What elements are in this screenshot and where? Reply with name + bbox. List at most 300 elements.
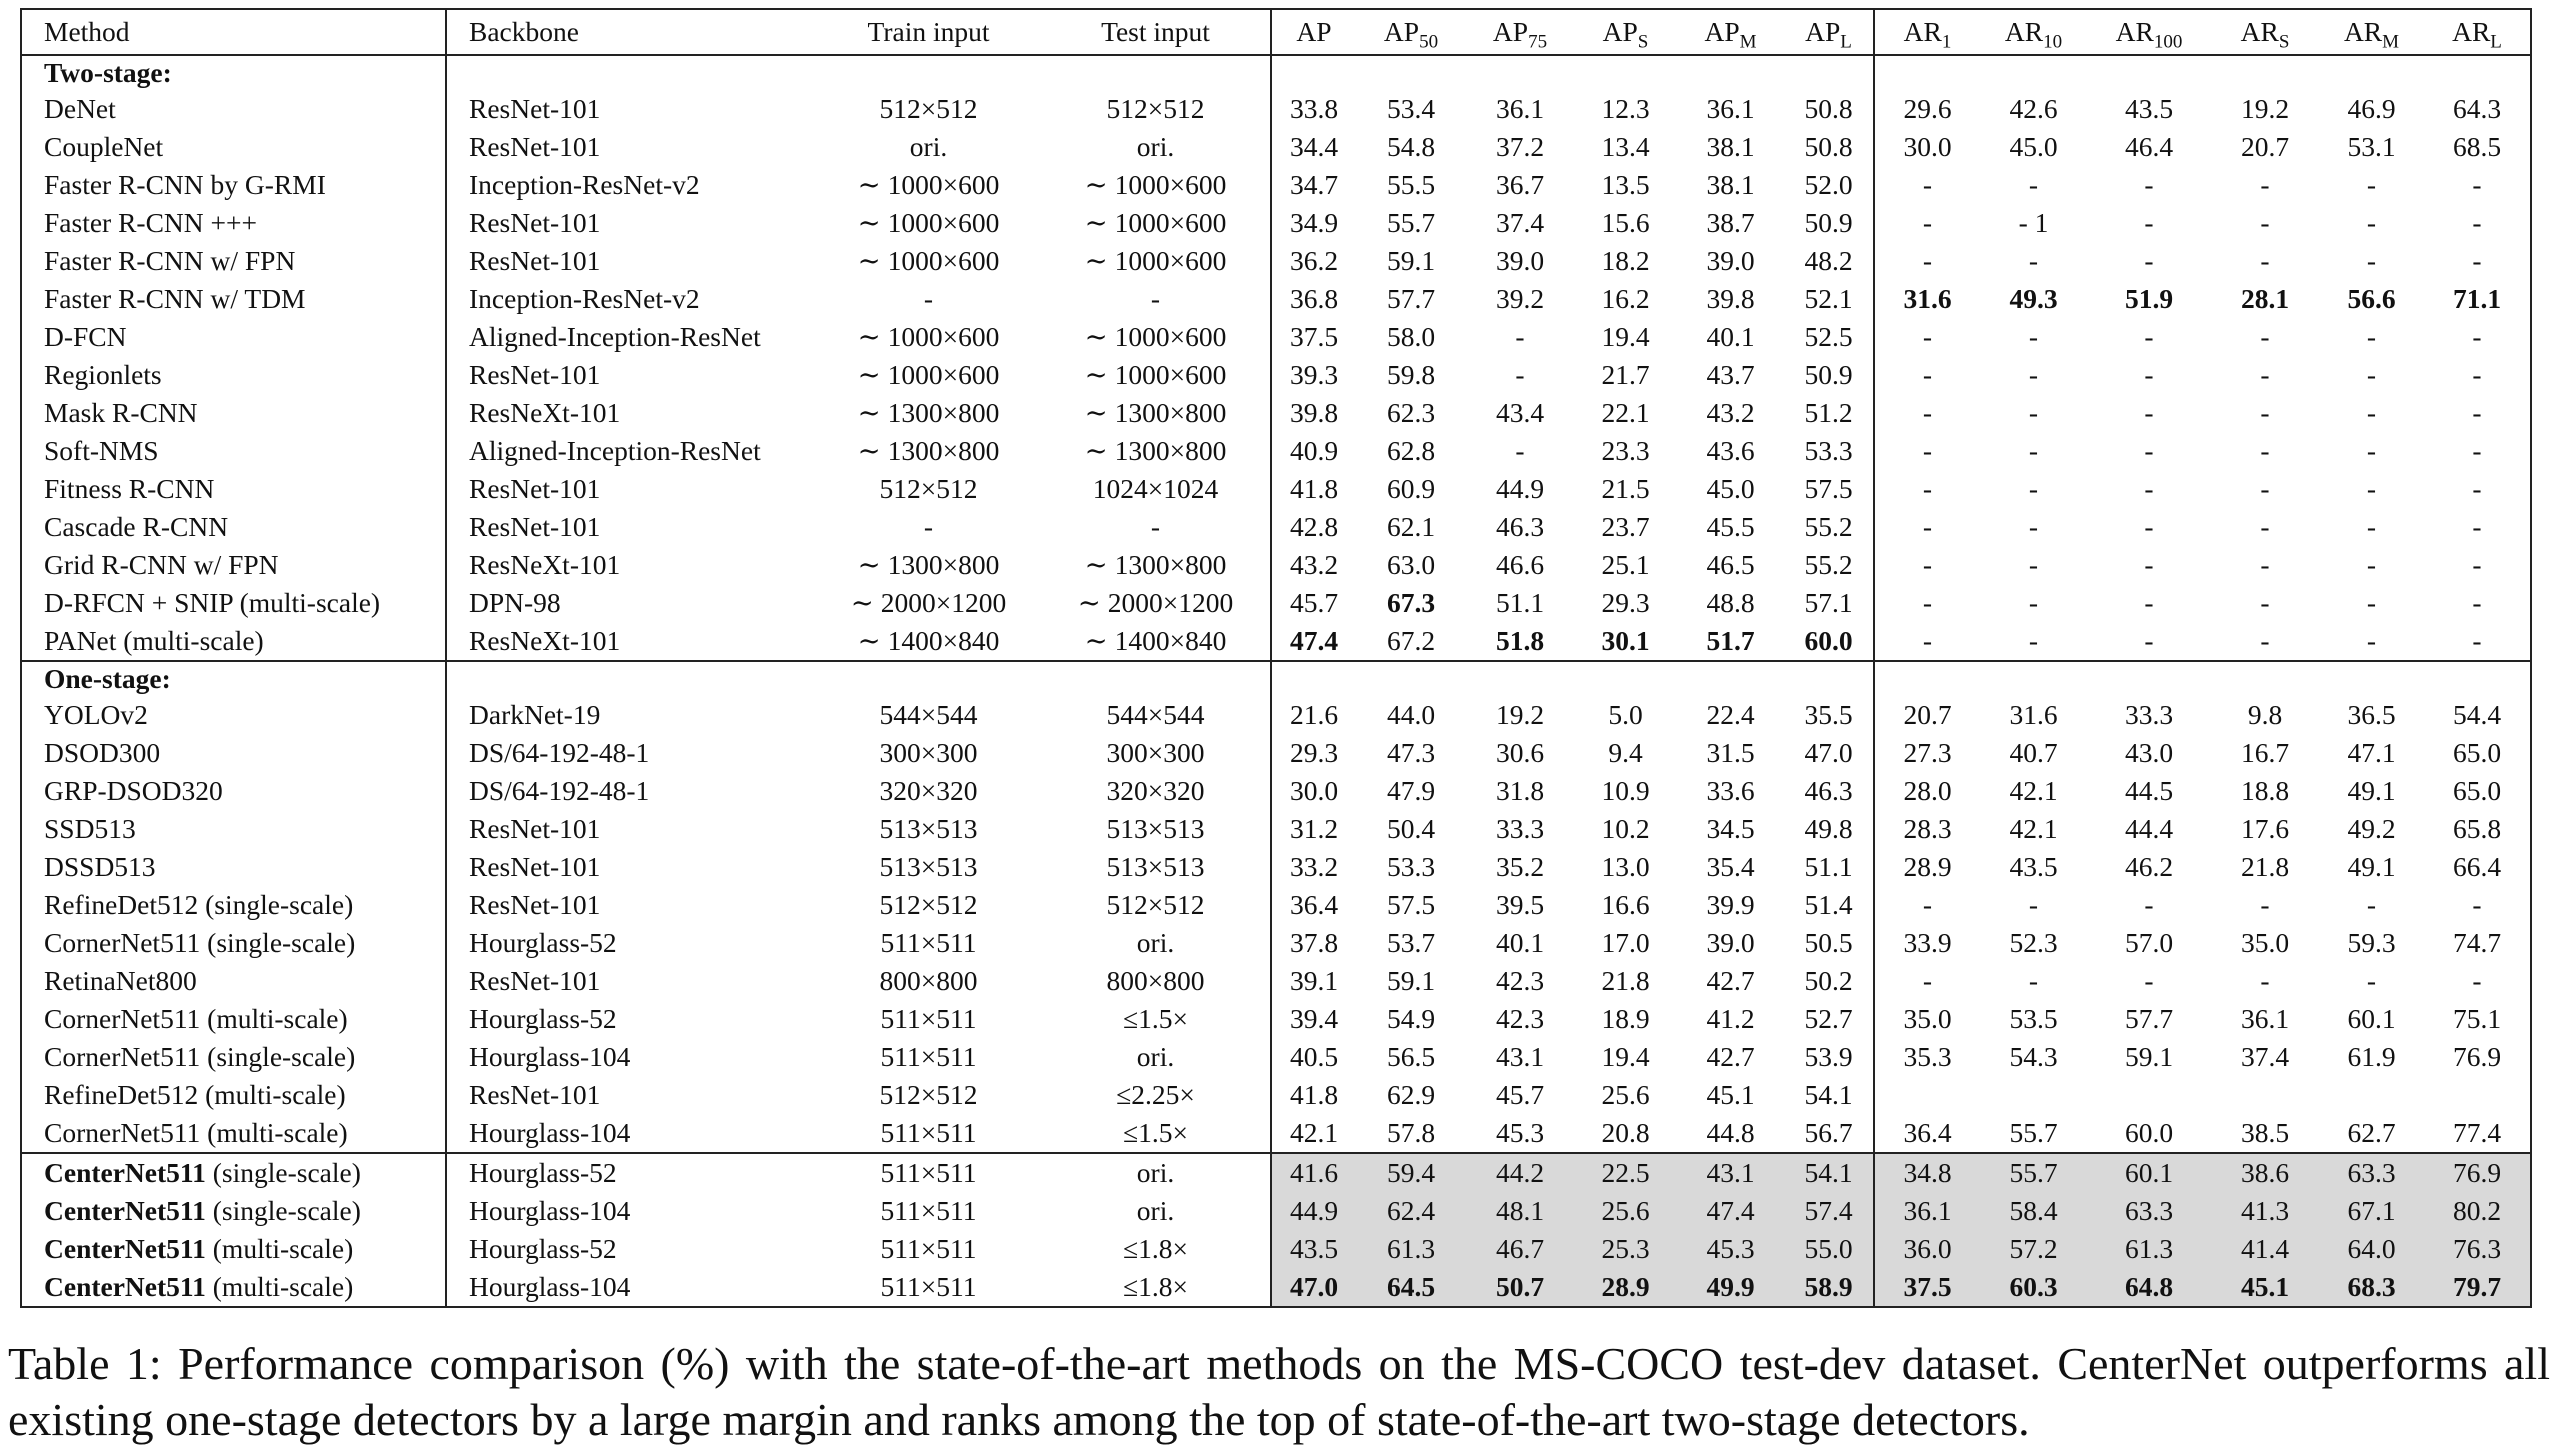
table-row: [21, 470, 2531, 508]
train-input-cell: 300×300: [879, 737, 978, 768]
ar-cell: -: [2260, 207, 2270, 238]
ar-cell: -: [1922, 889, 1933, 920]
ap-cell: 39.0: [1706, 245, 1755, 276]
ar-cell: 28.0: [1903, 775, 1952, 806]
column-header-label: AR: [1903, 16, 1942, 47]
ap-cell: 55.2: [1784, 546, 1874, 584]
ap-cell: 62.9: [1386, 1079, 1436, 1110]
ap-cell: 25.1: [1601, 549, 1650, 580]
ar-cell: 31.6: [2009, 699, 2058, 730]
backbone-cell: ResNet-101: [469, 359, 601, 390]
backbone-cell: Hourglass-104: [446, 1268, 816, 1307]
ar-cell: -: [2260, 435, 2270, 466]
ap-cell: 46.3: [1784, 772, 1874, 810]
table-row: [21, 204, 2531, 242]
ap-cell: 5.0: [1608, 699, 1643, 730]
column-header-label: AP: [1492, 16, 1529, 47]
empty-cell: [2211, 55, 2319, 90]
ar-cell: 54.4: [2424, 696, 2531, 734]
method-cell: [21, 1153, 446, 1192]
table-row: [21, 1000, 2531, 1038]
ar-cell: -: [2424, 432, 2531, 470]
ar-cell: -: [2424, 470, 2531, 508]
ar-cell: 35.0: [2240, 927, 2290, 958]
method-cell: Soft-NMS: [21, 432, 446, 470]
ap-cell: 42.8: [1289, 511, 1339, 542]
ap-cell: 25.6: [1574, 1192, 1677, 1230]
method-cell: PANet (multi-scale): [21, 622, 446, 661]
train-input-cell: 513×513: [879, 851, 978, 882]
ap-cell: 18.9: [1601, 1003, 1650, 1034]
ar-cell: -: [2366, 321, 2377, 352]
ar-cell: -: [2260, 397, 2270, 428]
method-cell: [21, 1268, 446, 1307]
method-cell: GRP-DSOD320: [21, 772, 446, 810]
ap-cell: 31.5: [1706, 737, 1755, 768]
ap-cell: 67.3: [1386, 587, 1436, 618]
ar-cell: 55.7: [1980, 1153, 2087, 1192]
column-header: [1677, 9, 1784, 55]
ap-cell: 53.3: [1784, 432, 1874, 470]
column-header: [1980, 9, 2087, 55]
ap-cell: 33.8: [1289, 93, 1339, 124]
method-name-suffix: (single-scale): [205, 1195, 361, 1226]
column-header-label: AR: [2240, 16, 2279, 47]
train-input-cell: ∼ 1400×840: [816, 622, 1041, 661]
method-cell: [21, 1192, 446, 1230]
method-cell: CornerNet511 (multi-scale): [21, 1000, 446, 1038]
column-header-label: AP: [1296, 16, 1332, 47]
ap-cell: 57.5: [1386, 889, 1436, 920]
ar-cell: 64.3: [2424, 90, 2531, 128]
method-name-bold: CenterNet511: [44, 1271, 206, 1302]
ap-cell: 39.3: [1289, 359, 1339, 390]
ar-cell: 71.1: [2424, 280, 2531, 318]
column-header-label: AR: [2004, 16, 2044, 47]
backbone-cell: ResNet-101: [469, 965, 601, 996]
ar-cell: -: [1922, 511, 1933, 542]
backbone-cell: Aligned-Inception-ResNet: [469, 321, 761, 352]
column-header: [1574, 9, 1677, 55]
ap-cell: 36.1: [1495, 93, 1545, 124]
ar-cell: 66.4: [2424, 848, 2531, 886]
ap-cell: 16.6: [1601, 889, 1650, 920]
ar-cell: 28.3: [1903, 813, 1952, 844]
column-header: [446, 9, 816, 55]
ap-cell: 51.2: [1784, 394, 1874, 432]
ap-cell: 52.5: [1784, 318, 1874, 356]
ar-cell: -: [2260, 321, 2270, 352]
ar-cell: 57.2: [1980, 1230, 2087, 1268]
ap-cell: 43.7: [1706, 359, 1755, 390]
test-input-cell: 513×513: [1041, 810, 1271, 848]
method-cell: [21, 1230, 446, 1268]
test-input-cell: ori.: [1041, 1038, 1271, 1076]
test-input-cell: ∼ 2000×1200: [1041, 584, 1271, 622]
ap-cell: 44.8: [1706, 1117, 1755, 1148]
test-input-cell: 512×512: [1041, 90, 1271, 128]
empty-cell: [1874, 661, 1980, 696]
ar-cell: 31.6: [1903, 283, 1952, 314]
empty-cell: [1041, 55, 1271, 90]
empty-cell: [816, 55, 1041, 90]
method-name-suffix: (single-scale): [205, 1157, 361, 1188]
ar-cell: -: [1922, 587, 1933, 618]
ar-cell: [2087, 1076, 2211, 1114]
test-input-cell: ∼ 1300×800: [1041, 546, 1271, 584]
ap-cell: 15.6: [1601, 207, 1650, 238]
ap-cell: 61.3: [1356, 1230, 1466, 1268]
train-input-cell: 511×511: [816, 1268, 1041, 1307]
train-input-cell: 511×511: [880, 1041, 977, 1072]
column-header: [1874, 9, 1980, 55]
table-row: [21, 1038, 2531, 1076]
ap-cell: 25.6: [1601, 1079, 1650, 1110]
ap-cell: 35.4: [1706, 851, 1755, 882]
ap-cell: 56.7: [1784, 1114, 1874, 1153]
ap-cell: 41.2: [1706, 1003, 1755, 1034]
method-cell: Grid R-CNN w/ FPN: [21, 546, 446, 584]
section-title: Two-stage:: [21, 55, 446, 90]
ar-cell: -: [2028, 359, 2039, 390]
ar-cell: 76.3: [2424, 1230, 2531, 1268]
ap-cell: 53.3: [1386, 851, 1436, 882]
ap-cell: 16.2: [1601, 283, 1650, 314]
ar-cell: 62.7: [2347, 1117, 2396, 1148]
table-row: [21, 848, 2531, 886]
backbone-cell: Inception-ResNet-v2: [469, 169, 700, 200]
backbone-cell: DPN-98: [469, 587, 561, 618]
ap-cell: 51.4: [1784, 886, 1874, 924]
ar-cell: -: [2366, 435, 2377, 466]
ar-cell: -: [1922, 435, 1933, 466]
train-input-cell: ∼ 1300×800: [857, 549, 1000, 580]
column-header-subscript: 10: [2043, 31, 2063, 53]
train-input-cell: ori.: [909, 131, 948, 162]
ap-cell: 59.8: [1386, 359, 1436, 390]
test-input-cell: ≤2.25×: [1041, 1076, 1271, 1114]
ar-cell: [2211, 1076, 2319, 1114]
ap-cell: 53.4: [1386, 93, 1436, 124]
ap-cell: 13.4: [1601, 131, 1650, 162]
ap-cell: 67.2: [1356, 622, 1466, 661]
method-cell: RefineDet512 (multi-scale): [21, 1076, 446, 1114]
ap-cell: -: [1515, 435, 1525, 466]
ap-cell: 57.7: [1386, 283, 1436, 314]
ap-cell: 43.4: [1495, 397, 1545, 428]
table-row: [21, 546, 2531, 584]
table-row: [21, 886, 2531, 924]
results-table: [20, 8, 2532, 1308]
ap-cell: 50.5: [1784, 924, 1874, 962]
ar-cell: 20.7: [1903, 699, 1952, 730]
ar-cell: 68.3: [2319, 1268, 2424, 1307]
ar-cell: -: [1922, 169, 1933, 200]
table-row: [21, 962, 2531, 1000]
ar-cell: -: [2260, 245, 2270, 276]
ar-cell: -: [2424, 204, 2531, 242]
ap-cell: 47.0: [1784, 734, 1874, 772]
ar-cell: -: [1922, 965, 1933, 996]
test-input-cell: -: [1041, 508, 1271, 546]
ap-cell: 40.1: [1706, 321, 1755, 352]
method-name-bold: CenterNet511: [44, 1195, 206, 1226]
ar-cell: 37.5: [1874, 1268, 1980, 1307]
ar-cell: -: [2424, 886, 2531, 924]
ar-cell: -: [2028, 397, 2039, 428]
empty-cell: [1677, 661, 1784, 696]
ap-cell: 45.3: [1677, 1230, 1784, 1268]
ap-cell: 9.4: [1608, 737, 1643, 768]
ap-cell: 50.4: [1386, 813, 1436, 844]
column-header-subscript: L: [1840, 31, 1852, 53]
ar-cell: 65.0: [2424, 734, 2531, 772]
empty-cell: [1271, 661, 1356, 696]
train-input-cell: -: [923, 283, 934, 314]
test-input-cell: ∼ 1000×600: [1041, 204, 1271, 242]
ar-cell: -: [2366, 511, 2377, 542]
ap-cell: 36.2: [1289, 245, 1339, 276]
table-row: [21, 1114, 2531, 1153]
ar-cell: -: [1922, 549, 1933, 580]
method-cell: CoupleNet: [21, 128, 446, 166]
ar-cell: -: [2028, 435, 2039, 466]
ap-cell: 45.7: [1495, 1079, 1545, 1110]
ap-cell: 19.2: [1495, 699, 1545, 730]
ap-cell: 58.9: [1784, 1268, 1874, 1307]
column-header: [2319, 9, 2424, 55]
ap-cell: 55.7: [1386, 207, 1436, 238]
test-input-cell: -: [1041, 280, 1271, 318]
ap-cell: 43.5: [1271, 1230, 1356, 1268]
ar-cell: -: [2028, 511, 2039, 542]
ar-cell: -: [2260, 549, 2270, 580]
ap-cell: 43.2: [1289, 549, 1339, 580]
ar-cell: -: [2144, 397, 2154, 428]
train-input-cell: 511×511: [880, 1003, 977, 1034]
ar-cell: -: [2028, 169, 2039, 200]
ar-cell: -: [2028, 587, 2039, 618]
ar-cell: 49.2: [2347, 813, 2396, 844]
empty-cell: [2087, 55, 2211, 90]
ar-cell: 38.5: [2240, 1117, 2290, 1148]
ar-cell: -: [2028, 549, 2039, 580]
method-cell: RetinaNet800: [21, 962, 446, 1000]
ap-cell: 51.1: [1784, 848, 1874, 886]
ap-cell: 39.2: [1495, 283, 1545, 314]
empty-cell: [1784, 661, 1874, 696]
empty-cell: [2424, 661, 2531, 696]
ar-cell: -: [2144, 207, 2154, 238]
ar-cell: 49.3: [2009, 283, 2058, 314]
ap-cell: 44.9: [1271, 1192, 1356, 1230]
empty-cell: [2319, 55, 2424, 90]
ap-cell: 42.3: [1495, 965, 1545, 996]
ap-cell: 51.8: [1466, 622, 1574, 661]
ar-cell: -: [2366, 587, 2377, 618]
ar-cell: -: [2260, 889, 2270, 920]
ar-cell: 40.7: [2009, 737, 2058, 768]
ar-cell: 33.3: [2124, 699, 2174, 730]
empty-cell: [816, 661, 1041, 696]
ar-cell: 64.8: [2087, 1268, 2211, 1307]
ap-cell: 45.1: [1706, 1079, 1755, 1110]
column-header: [1356, 9, 1466, 55]
ar-cell: 60.1: [2347, 1003, 2396, 1034]
ar-cell: -: [2260, 169, 2270, 200]
ar-cell: 30.0: [1903, 131, 1952, 162]
empty-cell: [2211, 661, 2319, 696]
method-cell: D-FCN: [21, 318, 446, 356]
ap-cell: 41.8: [1289, 1079, 1339, 1110]
ar-cell: -: [1980, 622, 2087, 661]
test-input-cell: 544×544: [1041, 696, 1271, 734]
ap-cell: 45.7: [1289, 587, 1339, 618]
ar-cell: [2319, 1076, 2424, 1114]
test-input-cell: ori.: [1041, 924, 1271, 962]
ar-cell: 43.5: [2009, 851, 2058, 882]
ap-cell: 35.2: [1495, 851, 1545, 882]
ar-cell: 68.5: [2424, 128, 2531, 166]
table-row: [21, 128, 2531, 166]
centernet-row: [21, 1192, 2531, 1230]
centernet-row: [21, 1153, 2531, 1192]
section-title: One-stage:: [21, 661, 446, 696]
ap-cell: 39.8: [1706, 283, 1755, 314]
table-row: [21, 584, 2531, 622]
ap-cell: 12.3: [1601, 93, 1650, 124]
centernet-row: [21, 1268, 2531, 1307]
column-header-subscript: S: [1637, 31, 1649, 53]
ar-cell: -: [2260, 511, 2270, 542]
ar-cell: 79.7: [2424, 1268, 2531, 1307]
ar-cell: -: [2424, 584, 2531, 622]
ar-cell: 45.0: [2009, 131, 2058, 162]
ap-cell: 47.4: [1271, 622, 1356, 661]
ar-cell: 35.3: [1903, 1041, 1952, 1072]
ar-cell: 43.0: [2124, 737, 2174, 768]
ar-cell: 61.3: [2087, 1230, 2211, 1268]
ap-cell: 48.1: [1466, 1192, 1574, 1230]
ap-cell: 47.9: [1386, 775, 1436, 806]
ar-cell: -: [2144, 549, 2154, 580]
ar-cell: 45.1: [2211, 1268, 2319, 1307]
ap-cell: 17.0: [1601, 927, 1650, 958]
ap-cell: 55.0: [1784, 1230, 1874, 1268]
ar-cell: -: [2144, 359, 2154, 390]
ap-cell: 46.6: [1495, 549, 1545, 580]
ap-cell: 41.6: [1271, 1153, 1356, 1192]
column-header: [2211, 9, 2319, 55]
method-name-suffix: (multi-scale): [205, 1271, 354, 1302]
table-row: [21, 318, 2531, 356]
train-input-cell: 513×513: [879, 813, 978, 844]
table-row: [21, 432, 2531, 470]
ap-cell: 55.2: [1784, 508, 1874, 546]
ap-cell: 43.2: [1706, 397, 1755, 428]
ap-cell: 52.1: [1784, 280, 1874, 318]
ar-cell: 42.6: [2009, 93, 2058, 124]
ar-cell: 55.7: [2009, 1117, 2058, 1148]
header-row: [21, 9, 2531, 55]
table-row: [21, 772, 2531, 810]
backbone-cell: Hourglass-52: [469, 1003, 617, 1034]
ap-cell: 54.1: [1784, 1076, 1874, 1114]
ar-cell: 16.7: [2240, 737, 2290, 768]
column-header-label: AP: [1805, 16, 1841, 47]
method-cell: CornerNet511 (single-scale): [21, 1038, 446, 1076]
ap-cell: 40.5: [1289, 1041, 1339, 1072]
backbone-cell: DS/64-192-48-1: [469, 775, 650, 806]
ap-cell: 33.6: [1706, 775, 1755, 806]
train-input-cell: ∼ 1000×600: [857, 245, 1000, 276]
method-cell: Faster R-CNN by G-RMI: [21, 166, 446, 204]
empty-cell: [1356, 661, 1466, 696]
ap-cell: 22.1: [1601, 397, 1650, 428]
centernet-row: [21, 1230, 2531, 1268]
ap-cell: 59.1: [1386, 965, 1436, 996]
backbone-cell: ResNeXt-101: [469, 397, 621, 428]
ar-cell: 37.4: [2240, 1041, 2290, 1072]
table-row: [21, 90, 2531, 128]
table-caption: Table 1: Performance comparison (%) with the state-of-the-art methods on the MS-COCO test-dev dataset. CenterNet outperforms all existing one-stage detectors by a large margin and ranks among the top of state-of-the-art two-stage detectors.: [8, 1338, 2550, 1445]
ar-cell: 33.9: [1903, 927, 1952, 958]
ar-cell: 36.0: [1874, 1230, 1980, 1268]
empty-cell: [1041, 661, 1271, 696]
ar-cell: 53.1: [2347, 131, 2396, 162]
column-header: [2424, 9, 2531, 55]
ap-cell: 42.7: [1706, 1041, 1755, 1072]
ap-cell: 22.5: [1574, 1153, 1677, 1192]
column-header: [1466, 9, 1574, 55]
backbone-cell: Hourglass-104: [469, 1195, 631, 1226]
ar-cell: 28.9: [1903, 851, 1952, 882]
ar-cell: 42.1: [2009, 813, 2058, 844]
ar-cell: -: [2260, 587, 2270, 618]
ar-cell: 64.0: [2319, 1230, 2424, 1268]
ar-cell: -: [2424, 356, 2531, 394]
ar-cell: -: [1874, 622, 1980, 661]
column-header: [1271, 9, 1356, 55]
ap-cell: 41.8: [1289, 473, 1339, 504]
ar-cell: 65.0: [2424, 772, 2531, 810]
ar-cell: 49.1: [2347, 775, 2396, 806]
ap-cell: 51.1: [1495, 587, 1545, 618]
empty-cell: [2087, 661, 2211, 696]
ar-cell: 54.3: [2009, 1041, 2058, 1072]
ar-cell: -: [1922, 473, 1933, 504]
empty-cell: [1784, 55, 1874, 90]
column-header-label: Train input: [867, 16, 990, 47]
empty-cell: [1271, 55, 1356, 90]
ap-cell: 60.9: [1386, 473, 1436, 504]
ap-cell: 39.8: [1289, 397, 1339, 428]
column-header: [2087, 9, 2211, 55]
column-header: [21, 9, 446, 55]
ap-cell: 19.4: [1601, 1041, 1650, 1072]
test-input-cell: 800×800: [1041, 962, 1271, 1000]
ap-cell: 60.0: [1784, 622, 1874, 661]
test-input-cell: ≤1.5×: [1041, 1000, 1271, 1038]
ar-cell: -: [2028, 473, 2039, 504]
ap-cell: 29.3: [1601, 587, 1650, 618]
ap-cell: -: [1515, 359, 1525, 390]
ar-cell: 52.3: [2009, 927, 2058, 958]
backbone-cell: ResNeXt-101: [469, 549, 621, 580]
ap-cell: 47.3: [1386, 737, 1436, 768]
empty-cell: [1356, 55, 1466, 90]
ar-cell: -: [2424, 318, 2531, 356]
